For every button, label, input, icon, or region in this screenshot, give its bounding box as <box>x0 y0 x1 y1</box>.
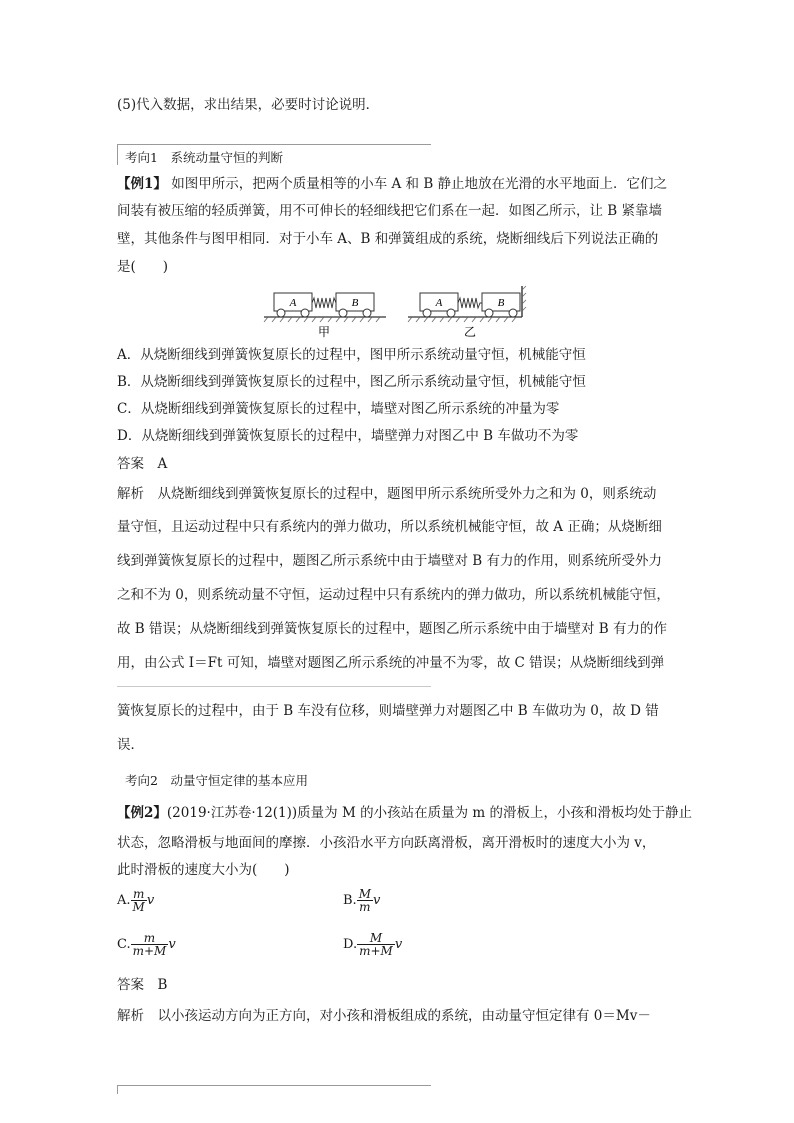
analysis-2-line: 解析 以小孩运动方向为正方向，对小孩和滑板组成的系统，由动量守恒定律有 0＝Mv－ <box>117 1008 651 1024</box>
option-label: B. <box>343 893 357 908</box>
carts-figure <box>260 284 530 340</box>
figure-label-yi: 乙 <box>463 325 477 339</box>
example-2-line-1 <box>117 804 692 822</box>
analysis-1-line: 用，由公式 I＝Ft 可知，墙壁对题图乙所示系统的冲量不为零，故 C 错误；从烧断细线到弹 <box>117 655 665 671</box>
option-c <box>117 932 176 957</box>
numerator: m <box>131 932 169 945</box>
answer-1: 答案 A <box>117 456 168 472</box>
analysis-1-line: 故 B 错误；从烧断细线到弹簧恢复原长的过程中，题图乙所示系统中由于墙壁对 B 有力的作 <box>117 621 668 637</box>
fraction <box>131 932 169 957</box>
example-1-line-3: 壁，其他条件与图甲相同．对于小车 A、B 和弹簧组成的系统，烧断细线后下列说法正确的 <box>117 231 659 247</box>
option-b <box>343 888 380 913</box>
denominator: m+M <box>359 944 393 958</box>
fraction <box>357 888 373 913</box>
section-heading-2 <box>117 768 431 788</box>
option-label: A. <box>117 893 131 908</box>
example-1-line-1 <box>117 175 667 193</box>
option-a <box>117 888 154 913</box>
option-label: C. <box>117 937 131 952</box>
example-label: 【例1】 <box>117 176 167 192</box>
variable: v <box>168 937 176 952</box>
option-b: B．从烧断细线到弹簧恢复原长的过程中，图乙所示系统动量守恒，机械能守恒 <box>117 374 586 390</box>
section-title: 考向1 系统动量守恒的判断 <box>125 150 283 165</box>
analysis-1-line: 线到弹簧恢复原长的过程中，题图乙所示系统中由于墙壁对 B 有力的作用，则系统所受外力 <box>117 553 663 569</box>
footer-rule <box>117 1085 431 1094</box>
example-1-line-2: 间装有被压缩的轻质弹簧，用不可伸长的轻细线把它们系在一起．如图乙所示，让 B 紧靠墙 <box>117 203 663 219</box>
heading-rule <box>117 145 118 165</box>
example-2-line-2: 状态，忽略滑板与地面间的摩擦．小孩沿水平方向跃离滑板，离开滑板时的速度大小为 v， <box>117 835 656 851</box>
answer-2: 答案 B <box>117 977 168 993</box>
cart-b-label: B <box>351 297 359 309</box>
option-label: D. <box>343 937 358 952</box>
section-heading-1 <box>117 144 431 165</box>
example-1-line-4: 是( ) <box>117 259 169 275</box>
analysis-1-line: 误． <box>117 737 144 753</box>
footer-rule-edge <box>117 1086 118 1094</box>
fraction <box>357 932 395 957</box>
variable: v <box>146 893 155 908</box>
option-d: D．从烧断细线到弹簧恢复原长的过程中，墙壁弹力对图乙中 B 车做功不为零 <box>117 428 579 444</box>
divider <box>117 686 431 687</box>
figure-jia <box>264 293 386 339</box>
numerator: m <box>131 888 147 901</box>
example-2-line-3: 此时滑板的速度大小为( ) <box>117 862 290 878</box>
question-text: 如图甲所示，把两个质量相等的小车 A 和 B 静止地放在光滑的水平地面上．它们之 <box>171 176 668 192</box>
analysis-1-line: 簧恢复原长的过程中，由于 B 车没有位移，则墙壁弹力对题图乙中 B 车做功为 0，故 D 错 <box>117 703 659 719</box>
cart-b-label: B <box>497 297 505 309</box>
denominator: m+M <box>132 944 167 958</box>
figure-yi <box>408 286 526 339</box>
section-title: 考向2 动量守恒定律的基本应用 <box>125 773 308 788</box>
analysis-1-line: 量守恒，且运动过程中只有系统内的弹力做功，所以系统机械能守恒，故 A 正确；从烧断细 <box>117 519 662 535</box>
cart-a-label: A <box>435 297 443 309</box>
spring <box>312 298 336 308</box>
numerator: M <box>358 887 371 901</box>
cart-a-label: A <box>289 297 297 309</box>
numerator: M <box>357 932 395 945</box>
question-text: (2019·江苏卷·12(1))质量为 M 的小孩站在质量为 m 的滑板上，小孩和滑板均处于静止 <box>166 805 692 821</box>
example-label: 【例2】 <box>117 805 167 821</box>
analysis-1-line: 解析 从烧断细线到弹簧恢复原长的过程中，题图甲所示系统所受外力之和为 0，则系统动 <box>117 486 657 502</box>
analysis-1-line: 之和不为 0，则系统动量不守恒，运动过程中只有系统内的弹力做功，所以系统机械能守恒， <box>117 587 670 603</box>
intro-step: (5)代入数据，求出结果，必要时讨论说明． <box>117 97 380 113</box>
fraction <box>131 888 147 913</box>
figure-label-jia: 甲 <box>317 325 331 339</box>
option-a: A．从烧断细线到弹簧恢复原长的过程中，图甲所示系统动量守恒，机械能守恒 <box>117 347 586 363</box>
variable: v <box>372 893 381 908</box>
option-d <box>343 932 402 957</box>
variable: v <box>394 937 403 952</box>
denominator: M <box>132 900 145 914</box>
denominator: m <box>359 900 371 914</box>
option-c: C．从烧断细线到弹簧恢复原长的过程中，墙壁对图乙所示系统的冲量为零 <box>117 401 560 417</box>
